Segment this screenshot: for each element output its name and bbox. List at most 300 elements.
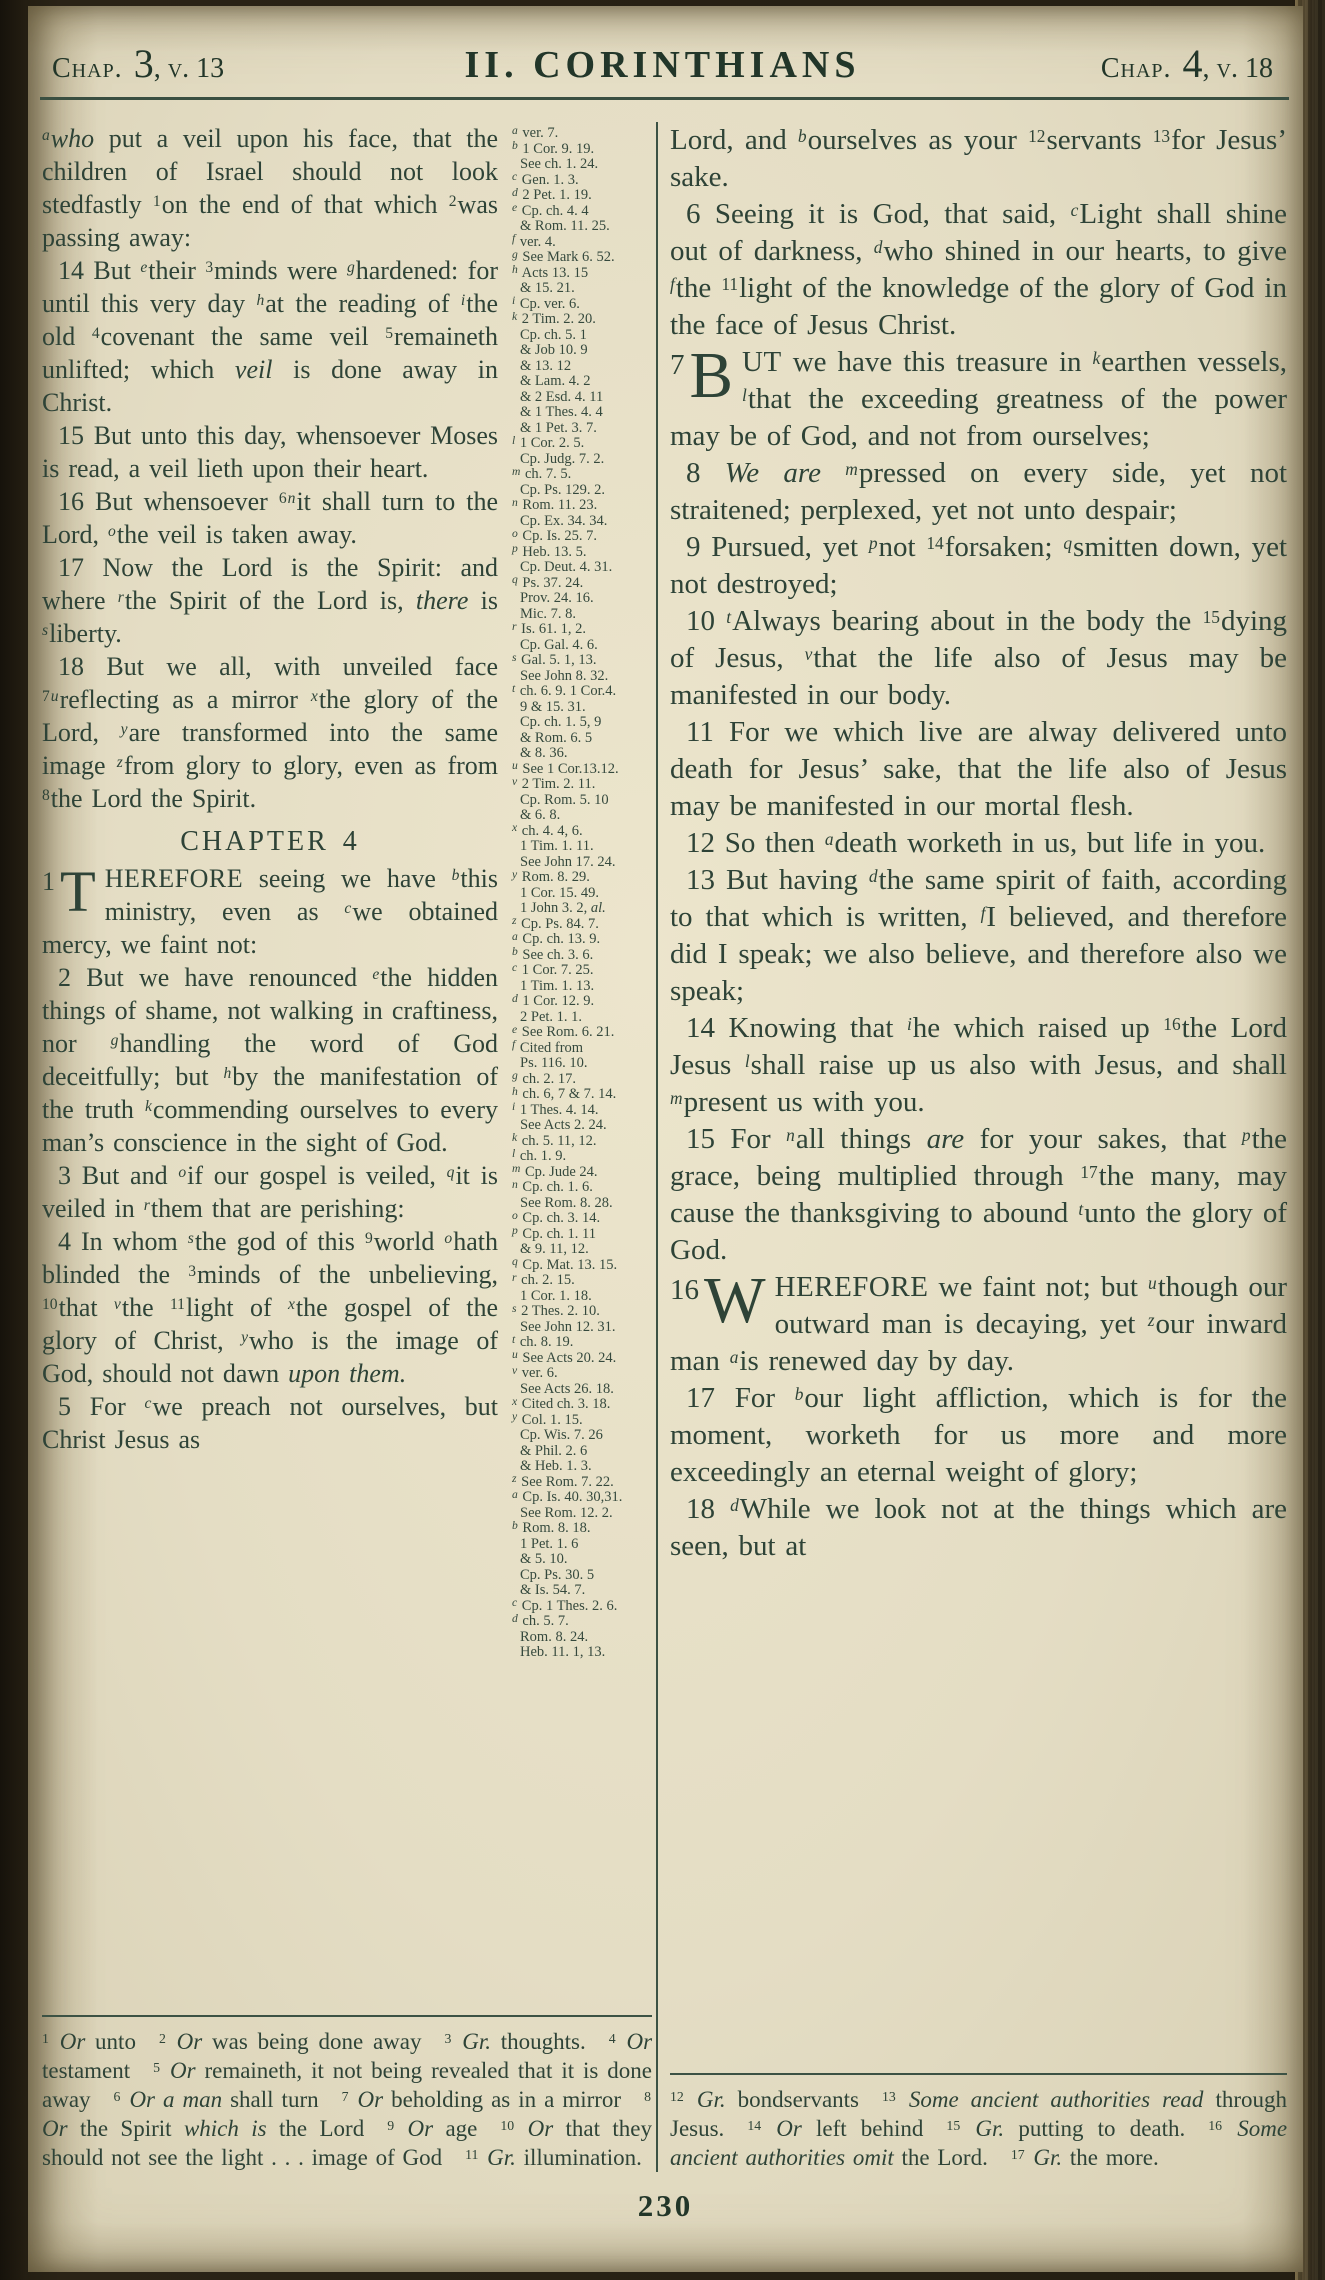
ref-marker: 7	[42, 688, 50, 706]
ref-marker: 16	[1208, 2118, 1223, 2134]
ref-marker: b	[512, 139, 518, 153]
ref-marker: f	[512, 232, 516, 246]
italic-text: Some ancient authorities read	[908, 2087, 1204, 2112]
ref-marker: e	[372, 966, 380, 984]
ref-marker: h	[512, 263, 518, 277]
ref-marker: 7	[341, 2089, 349, 2105]
cross-reference: See John 12. 31.	[520, 1318, 616, 1335]
verse-paragraph-dropcap: 1 T HEREFORE seeing we have $^b$this ministry, even as $^c$we obtained mercy, we faint not:	[42, 859, 498, 959]
verse-paragraph: 16 But whensoever $^{6n}$it shall turn to the Lord, $^o$the veil is taken away.	[42, 487, 498, 549]
cross-reference: $^i$ Cp. ver. 6.	[512, 294, 580, 312]
ref-marker: m	[512, 464, 521, 478]
cross-reference: $^o$ Cp. ch. 3. 14.	[512, 1208, 601, 1226]
verse-paragraph: 17 Now the Lord is the Spirit: and where $^r$the Spirit of the Lord is, there is $^s$liberty.	[42, 553, 499, 648]
ref-marker: c	[512, 1596, 518, 1610]
italic-text: Or	[357, 2087, 384, 2112]
ref-marker: g	[512, 247, 518, 261]
ref-marker: k	[1092, 347, 1101, 368]
cross-reference: 1 Pet. 1. 6	[520, 1535, 579, 1552]
cross-reference: $^b$ 1 Cor. 9. 19.	[512, 139, 595, 157]
cross-reference: Cp. Ps. 30. 5	[520, 1566, 595, 1583]
ref-marker: o	[512, 526, 518, 540]
verse-paragraph: 15 But unto this day, whensoever Moses is read, a veil lieth upon their heart.	[42, 421, 498, 483]
cross-reference: $^y$ Col. 1. 15.	[512, 1410, 583, 1428]
cross-reference: $^k$ ch. 5. 11, 12.	[512, 1131, 597, 1149]
ref-marker: u	[512, 759, 518, 773]
italic-text: Or	[626, 2029, 653, 2054]
verse-paragraph: 10 $^t$Always bearing about in the body the $^{15}$dying of Jesus, $^v$that the life also of Jesus may be manifested in our body.	[670, 605, 1288, 711]
ref-marker: m	[512, 1162, 521, 1176]
ref-marker: r	[143, 1197, 150, 1215]
italic-text: al.	[590, 900, 606, 916]
ref-marker: k	[144, 1098, 152, 1116]
ref-marker: l	[744, 1050, 750, 1071]
cross-reference: See John 8. 32.	[520, 667, 609, 684]
cross-reference: Cp. ch. 5. 1	[520, 326, 587, 343]
cross-reference: $^f$ Cited from	[512, 1038, 584, 1056]
ref-marker: x	[512, 1394, 518, 1408]
ref-marker: 17	[1080, 1161, 1098, 1182]
ref-marker: a	[729, 1346, 739, 1367]
ref-marker: 11	[169, 1296, 185, 1314]
ref-marker: p	[512, 1224, 518, 1238]
ref-marker: 14	[747, 2118, 762, 2134]
drop-cap-word: UT	[742, 346, 782, 378]
ref-marker: n	[786, 1124, 795, 1145]
italic-text: Gr.	[462, 2029, 491, 2054]
ref-marker: y	[512, 1410, 518, 1424]
ref-marker: 3	[205, 259, 214, 277]
ref-marker: s	[512, 650, 517, 664]
cross-reference: $^a$ Cp. ch. 13. 9.	[512, 929, 601, 947]
verse-paragraph: 11 For we which live are alway delivered unto death for Jesus’ sake, that the life also of Jesus may be manifested in our mortal flesh.	[670, 716, 1287, 822]
cross-reference: $^z$ See Rom. 7. 22.	[512, 1472, 614, 1490]
cross-reference: Ps. 116. 10.	[520, 1055, 588, 1071]
ref-marker: g	[346, 259, 355, 277]
cross-reference: $^d$ 2 Pet. 1. 19.	[512, 185, 592, 203]
ref-marker: l	[512, 433, 516, 447]
right-half	[670, 122, 1287, 2172]
cross-reference: Cp. Ex. 34. 34.	[520, 512, 608, 529]
cross-reference: $^c$ Cp. 1 Thes. 2. 6.	[512, 1596, 618, 1614]
ref-marker: f	[512, 1038, 516, 1052]
cross-reference: & 8. 36.	[520, 745, 568, 761]
cross-reference: $^e$ See Rom. 6. 21.	[512, 1022, 615, 1040]
cross-reference: & 13. 12	[520, 357, 572, 374]
cross-reference: & 5. 10.	[520, 1551, 568, 1567]
cross-reference: $^q$ Ps. 37. 24.	[512, 573, 584, 591]
ref-marker: 4	[91, 325, 100, 343]
cross-reference: See Acts 2. 24.	[520, 1117, 607, 1133]
italic-text: Or	[176, 2029, 203, 2054]
ref-marker: 6	[278, 490, 287, 508]
cross-reference: $^u$ See Acts 20. 24.	[512, 1348, 617, 1366]
chapter-number: 4	[1182, 41, 1203, 86]
chapter-word: Chap.	[1100, 53, 1172, 84]
cross-reference: $^b$ See ch. 3. 6.	[512, 945, 594, 963]
cross-reference: See Rom. 8. 28.	[520, 1194, 613, 1211]
bible-page	[28, 6, 1303, 2272]
ref-marker: b	[794, 1383, 804, 1404]
chapter-number: 3	[133, 41, 154, 86]
cross-reference: $^t$ ch. 8. 19.	[512, 1332, 574, 1350]
cross-reference: $^v$ ver. 6.	[512, 1363, 558, 1381]
ref-marker: 8	[644, 2089, 651, 2105]
cross-reference: 2 Pet. 1. 1.	[520, 1008, 583, 1025]
italic-text: Or	[407, 2116, 434, 2141]
cross-reference: $^n$ Rom. 11. 23.	[512, 495, 598, 513]
ref-marker: l	[512, 1146, 516, 1160]
ref-marker: 3	[444, 2031, 452, 2047]
ref-marker: l	[742, 384, 747, 405]
ref-marker: 15	[1202, 606, 1220, 627]
verse-paragraph: 13 But having $^d$the same spirit of faith, according to that which is written, $^f$I believed, and therefore did I speak; we also believe, and therefore also we speak;	[670, 864, 1287, 1007]
cross-reference: & 1 Thes. 4. 4	[520, 404, 603, 420]
cross-reference: Cp. Judg. 7. 2.	[520, 450, 605, 467]
ref-marker: s	[187, 1230, 194, 1248]
cross-reference: 1 Cor. 15. 49.	[520, 884, 599, 901]
verse-paragraph: 15 For $^n$all things are for your sakes, that $^p$the grace, being multiplied through $^{17}$the many, may cause the thanksgiving to abound $^t$unto the glory of God.	[670, 1123, 1287, 1266]
ref-marker: p	[868, 532, 878, 553]
ref-marker: r	[117, 589, 124, 607]
ref-marker: 10	[500, 2118, 515, 2134]
cross-reference: & Is. 54. 7.	[520, 1582, 586, 1598]
drop-cap-word: HEREFORE	[774, 1271, 929, 1303]
italic-text: Or	[776, 2116, 802, 2141]
cross-reference: & Job 10. 9	[520, 342, 588, 358]
ref-marker: d	[873, 236, 883, 257]
ref-marker: y	[120, 721, 128, 739]
italic-text: Or	[42, 2116, 68, 2141]
verse-paragraph: 14 Knowing that $^i$he which raised up $^{16}$the Lord Jesus $^l$shall raise up us also with Jesus, and shall $^m$present us with you.	[670, 1012, 1287, 1118]
cross-reference: $^x$ Cited ch. 3. 18.	[512, 1394, 611, 1412]
ref-marker: r	[512, 619, 517, 633]
cross-reference: $^x$ ch. 4. 4, 6.	[512, 821, 583, 839]
ref-marker: p	[512, 542, 518, 556]
cross-reference: Rom. 8. 24.	[520, 1628, 589, 1645]
page-number: 230	[637, 2188, 694, 2223]
cross-reference: $^q$ Cp. Mat. 13. 15.	[512, 1255, 618, 1273]
ref-marker: x	[310, 688, 318, 706]
ref-marker: 9	[364, 1230, 373, 1248]
ref-marker: k	[512, 309, 518, 323]
ref-marker: r	[512, 1270, 517, 1284]
cross-reference: 1 Tim. 1. 11.	[520, 838, 594, 854]
text-column-left	[42, 122, 498, 1661]
cross-reference: & 2 Esd. 4. 11	[520, 388, 604, 405]
left-half	[42, 122, 652, 2172]
ref-marker: y	[512, 867, 518, 881]
cross-reference: $^m$ ch. 7. 5.	[512, 464, 572, 482]
ref-marker: d	[512, 185, 518, 199]
cross-reference: Cp. ch. 1. 5, 9	[520, 714, 602, 730]
italic-text: Or	[169, 2058, 196, 2083]
ref-marker: 10	[42, 1296, 58, 1314]
cross-reference: $^c$ 1 Cor. 7. 25.	[512, 960, 594, 978]
verse-paragraph: 18 But we all, with unveiled face $^{7u}$reflecting as a mirror $^x$the glory of the Lord, $^y$are transformed into the same image $^z$from glory to glory, even as from $^8$the Lord the Spirit.	[42, 652, 498, 813]
ref-marker: o	[178, 1164, 187, 1182]
ref-marker: i	[906, 1013, 912, 1034]
ref-marker: 12	[670, 2089, 684, 2105]
ref-marker: q	[512, 1255, 518, 1269]
verse-ref: , v. 13	[153, 53, 225, 84]
ref-marker: d	[730, 1494, 739, 1515]
ref-marker: d	[868, 865, 878, 886]
italic-text: which is	[183, 2116, 267, 2141]
cross-reference: $^v$ 2 Tim. 2. 11.	[512, 774, 596, 792]
cross-reference: $^r$ ch. 2. 15.	[512, 1270, 575, 1288]
drop-cap-word: HEREFORE	[104, 864, 244, 893]
verse-paragraph: 9 Pursued, yet $^p$not $^{14}$forsaken; $^q$smitten down, yet not destroyed;	[670, 531, 1288, 600]
text-column-right	[670, 122, 1287, 1565]
ref-marker: a	[512, 123, 518, 137]
italic-text: Or	[59, 2029, 86, 2054]
italic-text: are	[926, 1123, 965, 1155]
ref-marker: t	[512, 681, 516, 695]
verse-paragraph: 14 But $^e$their $^3$minds were $^g$hardened: for until this very day $^h$at the reading of $^i$the old $^4$covenant the same veil $^5$remaineth unlifted; which veil is done away in Christ.	[42, 256, 498, 417]
ref-marker: a	[512, 929, 518, 943]
ref-marker: 1	[152, 193, 161, 211]
ref-marker: a	[512, 1487, 518, 1501]
italic-text: Gr.	[975, 2116, 1005, 2141]
footnote-rule-right	[670, 2073, 1287, 2075]
ref-marker: b	[451, 867, 460, 885]
ref-marker: x	[512, 821, 518, 835]
ref-marker: z	[116, 754, 123, 772]
cross-reference: $^d$ 1 Cor. 12. 9.	[512, 991, 595, 1009]
cross-reference: & Rom. 6. 5	[520, 729, 593, 746]
verse-paragraph: 17 For $^b$our light affliction, which is for the moment, worketh for us more and more exceedingly an eternal weight of glory;	[670, 1382, 1287, 1488]
ref-marker: s	[512, 1301, 517, 1315]
running-head-right	[1101, 40, 1273, 87]
cross-reference: $^h$ Acts 13. 15	[512, 263, 589, 281]
drop-cap: 1 T	[42, 859, 96, 924]
italic-text: Or	[527, 2116, 554, 2141]
ref-marker: u	[50, 688, 59, 706]
footnotes-right-block	[670, 2069, 1287, 2172]
footnotes-left-block	[42, 2011, 652, 2172]
cross-reference: Cp. Ps. 129. 2.	[520, 481, 606, 498]
footnotes-right: $^{12}$ Gr. bondservants $^{13}$ Some ancient authorities read through Jesus. $^{14}$ Or left behind $^{15}$ Gr. putting to death. $^{16}$ Some ancient authorities omit the Lord. $^{17}$ Gr. the more.	[670, 2087, 1288, 2170]
cross-reference: Heb. 11. 1, 13.	[520, 1644, 606, 1660]
ref-marker: n	[512, 1177, 518, 1191]
ref-marker: 8	[42, 787, 50, 805]
cross-reference: 1 John 3. 2, al.	[520, 900, 606, 916]
ref-marker: u	[1148, 1272, 1157, 1293]
ref-marker: z	[1147, 1309, 1155, 1330]
ref-marker: e	[512, 1022, 518, 1036]
cross-reference: $^z$ Cp. Ps. 84. 7.	[512, 914, 599, 932]
ref-marker: 2	[448, 193, 457, 211]
verse-paragraph: 4 In whom $^s$the god of this $^9$world $^o$hath blinded the $^3$minds of the unbelieving, $^{10}$that $^v$the $^{11}$light of $^x$the gospel of the glory of Christ, $^y$who is the image of God, should not dawn upon them.	[42, 1227, 498, 1388]
italic-text: Some ancient authorities omit	[670, 2116, 1288, 2170]
ref-marker: o	[512, 1208, 518, 1222]
ref-marker: 9	[387, 2118, 395, 2134]
ref-marker: 5	[385, 325, 394, 343]
ref-marker: u	[512, 1348, 518, 1362]
verse-paragraph: Lord, and $^b$ourselves as your $^{12}$servants $^{13}$for Jesus’ sake.	[670, 124, 1287, 193]
cross-reference: Prov. 24. 16.	[520, 590, 594, 606]
italic-text: there	[415, 586, 469, 615]
cross-reference: 9 & 15. 31.	[520, 698, 586, 715]
ref-marker: b	[512, 1518, 518, 1532]
cross-reference: $^p$ Heb. 13. 5.	[512, 542, 587, 560]
cross-reference: Cp. Gal. 4. 6.	[520, 636, 598, 653]
cross-reference: & 15. 21.	[520, 280, 575, 296]
verse-paragraph: $^a$who put a veil upon his face, that the children of Israel should not look stedfastly $^1$on the end of that which $^2$was passing away:	[42, 124, 498, 252]
ref-marker: q	[1063, 532, 1073, 553]
cross-reference: See John 17. 24.	[520, 853, 616, 870]
ref-marker: v	[512, 774, 518, 788]
ref-marker: 4	[608, 2031, 616, 2047]
ref-marker: v	[113, 1296, 121, 1314]
drop-cap: 7 B	[670, 340, 734, 412]
drop-cap: 16 W	[670, 1265, 766, 1337]
ref-marker: h	[256, 292, 265, 310]
ref-marker: c	[512, 960, 518, 974]
cross-reference: Cp. Deut. 4. 31.	[520, 559, 613, 575]
verse-paragraph: 18 $^d$While we look not at the things which are seen, but at	[670, 1493, 1287, 1562]
ref-marker: q	[512, 573, 518, 587]
verse-paragraph-dropcap: 7 B UT we have this treasure in $^k$earthen vessels, $^l$that the exceeding greatness of the power may be of God, and not from ourselves;	[670, 340, 1288, 452]
verse-paragraph: 2 But we have renounced $^e$the hidden things of shame, not walking in craftiness, nor $^g$handling the word of God deceitfully; but $^h$by the manifestation of the truth $^k$commending ourselves to every man’s conscience in the sight of God.	[42, 963, 499, 1157]
ref-marker: m	[845, 458, 858, 479]
ref-marker: t	[512, 1332, 516, 1346]
ref-marker: 15	[946, 2118, 961, 2134]
chapter-word: Chap.	[52, 53, 123, 84]
ref-marker: s	[42, 622, 49, 640]
ref-marker: b	[797, 125, 807, 146]
verse-paragraph: 12 So then $^a$death worketh in us, but life in you.	[686, 827, 1266, 859]
italic-text: upon them.	[288, 1359, 407, 1388]
italic-text: Gr.	[487, 2145, 516, 2170]
cross-reference: $^o$ Cp. Is. 25. 7.	[512, 526, 597, 544]
cross-reference-column	[498, 122, 652, 1661]
ref-marker: e	[512, 201, 518, 215]
cross-reference: $^g$ ch. 2. 17.	[512, 1069, 576, 1087]
italic-text: Gr.	[696, 2087, 726, 2112]
ref-marker: n	[287, 490, 296, 508]
header-rule	[40, 97, 1289, 100]
cross-reference: & Phil. 2. 6	[520, 1442, 588, 1459]
running-head	[28, 6, 1303, 87]
cross-reference: $^y$ Rom. 8. 29.	[512, 867, 590, 885]
footnote-rule-left	[42, 2015, 652, 2017]
column-divider-rule	[656, 122, 658, 2172]
cross-reference: Mic. 7. 8.	[520, 605, 576, 622]
cross-reference: See ch. 1. 24.	[520, 156, 599, 172]
ref-marker: o	[108, 523, 116, 541]
cross-reference: 1 Cor. 1. 18.	[520, 1287, 592, 1304]
cross-reference: $^s$ 2 Thes. 2. 10.	[512, 1301, 600, 1319]
ref-marker: b	[512, 945, 518, 959]
ref-marker: c	[144, 1395, 152, 1413]
ref-marker: c	[1070, 199, 1079, 220]
cross-reference: $^s$ Gal. 5. 1, 13.	[512, 650, 597, 668]
cross-reference: & 1 Pet. 3. 7.	[520, 419, 597, 436]
ref-marker: 14	[926, 532, 944, 553]
cross-reference: Cp. Wis. 7. 26	[520, 1427, 603, 1443]
cross-reference: $^b$ Rom. 8. 18.	[512, 1518, 591, 1536]
chapter-heading: CHAPTER 4	[180, 826, 360, 857]
ref-marker: i	[512, 1100, 516, 1114]
left-text-and-refs	[42, 122, 652, 1661]
cross-reference: See Rom. 12. 2.	[520, 1504, 613, 1521]
ref-marker: k	[512, 1131, 518, 1145]
italic-text: who	[50, 124, 95, 153]
verse-paragraph: 8 We are $^m$pressed on every side, yet not straitened; perplexed, yet not unto despair;	[670, 457, 1288, 526]
ref-marker: 2	[158, 2031, 166, 2047]
cross-reference: $^d$ ch. 5. 7.	[512, 1611, 569, 1629]
cross-reference: $^f$ ver. 4.	[512, 232, 556, 250]
book-title: II. CORINTHIANS	[464, 44, 861, 86]
italic-text: We are	[724, 457, 821, 489]
cross-reference: $^p$ Cp. ch. 1. 11	[512, 1224, 596, 1242]
ref-marker: 1	[42, 2031, 49, 2047]
ref-marker: 16	[1163, 1013, 1181, 1034]
running-head-left	[52, 40, 224, 87]
cross-reference: See Acts 26. 18.	[520, 1380, 614, 1397]
verse-ref: , v. 18	[1202, 53, 1273, 84]
ref-marker: p	[1241, 1124, 1251, 1145]
cross-reference: $^l$ 1 Cor. 2. 5.	[512, 433, 585, 451]
ref-marker: t	[726, 606, 732, 627]
ref-marker: v	[804, 643, 813, 664]
ref-marker: 17	[1010, 2147, 1025, 2163]
cross-reference: $^r$ Is. 61. 1, 2.	[512, 619, 586, 637]
footnotes-left: $^1$ Or unto $^2$ Or was being done away $^3$ Gr. thoughts. $^4$ Or testament $^5$ Or remaineth, it not being revealed that it is done away $^6$ Or a man shall turn $^7$ Or beholding as in a mirror $^8$ Or the Spirit which is the Lord $^9$ Or age $^{10}$ Or that they should not see the light . . . image of God $^{11}$ Gr. illumination.	[42, 2029, 653, 2170]
ref-marker: x	[287, 1296, 295, 1314]
cross-reference: & 6. 8.	[520, 807, 561, 823]
ref-marker: q	[446, 1164, 455, 1182]
ref-marker: 6	[113, 2089, 121, 2105]
ref-marker: d	[512, 991, 518, 1005]
cross-reference: $^k$ 2 Tim. 2. 20.	[512, 309, 596, 327]
cross-reference: $^h$ ch. 6, 7 & 7. 14.	[512, 1084, 617, 1102]
ref-marker: 11	[465, 2147, 479, 2163]
ref-marker: o	[444, 1230, 453, 1248]
ref-marker: 12	[1028, 125, 1046, 146]
ref-marker: f	[670, 273, 675, 294]
ref-marker: 3	[188, 1263, 197, 1281]
cross-reference: $^e$ Cp. ch. 4. 4	[512, 201, 589, 219]
ref-marker: g	[512, 1069, 518, 1083]
cross-reference: $^a$ Cp. Is. 40. 30,31.	[512, 1487, 623, 1505]
cross-reference: $^n$ Cp. ch. 1. 6.	[512, 1177, 593, 1195]
ref-marker: y	[241, 1329, 248, 1347]
cross-reference: $^a$ ver. 7.	[512, 123, 559, 141]
cross-reference: Cp. Rom. 5. 10	[520, 791, 609, 808]
ref-marker: n	[512, 495, 518, 509]
ref-marker: v	[512, 1363, 518, 1377]
verse-paragraph-dropcap: 16 W HEREFORE we faint not; but $^u$though our outward man is decaying, yet $^z$our inward man $^a$is renewed day by day.	[670, 1265, 1288, 1377]
ref-marker: 11	[721, 273, 739, 294]
cross-reference: & Lam. 4. 2	[520, 373, 591, 389]
ref-marker: t	[1078, 1198, 1084, 1219]
cross-reference: & Heb. 1. 3.	[520, 1458, 592, 1474]
italic-text: veil	[234, 355, 273, 384]
cross-reference: $^c$ Gen. 1. 3.	[512, 170, 579, 188]
ref-marker: h	[223, 1065, 232, 1083]
ref-marker: c	[344, 900, 352, 918]
ref-marker: f	[980, 902, 986, 923]
ref-marker: h	[512, 1084, 518, 1098]
ref-marker: z	[512, 914, 517, 928]
ref-marker: d	[512, 1611, 518, 1625]
italic-text: Gr.	[1033, 2145, 1063, 2170]
ref-marker: a	[42, 127, 50, 145]
italic-text: Or a man	[129, 2087, 223, 2112]
